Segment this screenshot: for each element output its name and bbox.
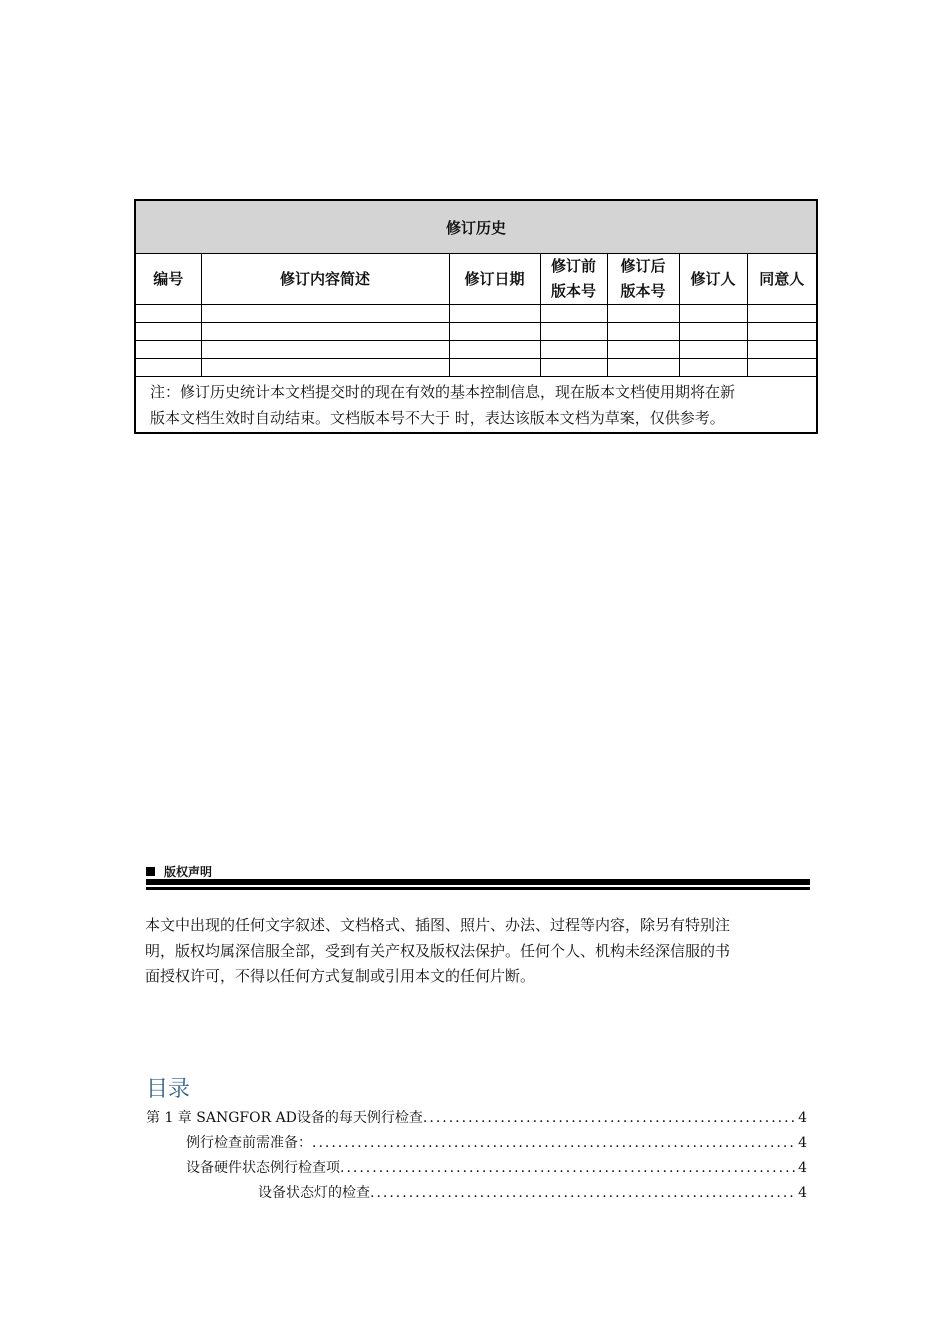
toc-entry-page[interactable]: 4 bbox=[798, 1160, 807, 1176]
table-cell bbox=[540, 359, 607, 377]
revision-note bbox=[135, 377, 817, 434]
table-cell bbox=[135, 305, 201, 323]
table-cell bbox=[747, 323, 817, 341]
table-cell bbox=[449, 359, 540, 377]
header-date: 修订日期 bbox=[449, 254, 540, 305]
header-next-version-line1: 修订后 bbox=[620, 257, 666, 275]
copyright-heading bbox=[146, 863, 212, 880]
table-cell bbox=[679, 323, 747, 341]
header-prev-version bbox=[540, 254, 607, 305]
toc-entry-page[interactable]: 4 bbox=[798, 1110, 807, 1126]
revision-note-line2: 版本文档生效时自动结束。文档版本号不大于 时，表达该版本文档为草案，仅供参考。 bbox=[150, 409, 725, 427]
table-row bbox=[135, 323, 817, 341]
divider-thick bbox=[146, 879, 810, 885]
toc-entry-text[interactable]: 例行检查前需准备： bbox=[186, 1135, 312, 1151]
header-next-version-line2: 版本号 bbox=[620, 282, 666, 300]
copyright-line1: 本文中出现的任何文字叙述、文档格式、插图、照片、办法、过程等内容，除另有特别注 bbox=[145, 916, 731, 934]
toc-entry-page[interactable]: 4 bbox=[798, 1135, 807, 1151]
header-prev-version-line1: 修订前 bbox=[550, 257, 596, 275]
copyright-text bbox=[145, 913, 810, 990]
table-row bbox=[135, 341, 817, 359]
table-row bbox=[135, 305, 817, 323]
table-cell bbox=[449, 305, 540, 323]
table-cell bbox=[607, 341, 679, 359]
copyright-line2: 明，版权均属深信服全部，受到有关产权及版权法保护。任何个人、机构未经深信服的书 bbox=[145, 941, 731, 960]
table-cell bbox=[679, 341, 747, 359]
revision-note-line1: 注：修订历史统计本文档提交时的现在有效的基本控制信息，现在版本文档使用期将在新 bbox=[150, 383, 736, 401]
revision-table-header-row bbox=[135, 254, 817, 305]
table-cell bbox=[201, 305, 449, 323]
header-number: 编号 bbox=[135, 254, 201, 305]
toc-entry[interactable] bbox=[186, 1133, 807, 1153]
table-cell bbox=[607, 305, 679, 323]
table-cell bbox=[540, 341, 607, 359]
table-cell bbox=[679, 359, 747, 377]
table-cell bbox=[201, 359, 449, 377]
toc-leader bbox=[340, 1158, 796, 1178]
table-cell bbox=[607, 359, 679, 377]
divider-thin bbox=[146, 887, 810, 890]
table-cell bbox=[607, 323, 679, 341]
header-prev-version-line2: 版本号 bbox=[550, 282, 596, 300]
toc-title: 目录 bbox=[146, 1077, 191, 1102]
toc-entry[interactable] bbox=[258, 1183, 807, 1203]
revision-history-table bbox=[134, 199, 818, 434]
toc-leader bbox=[370, 1183, 796, 1203]
copyright-line3: 面授权许可，不得以任何方式复制或引用本文的任何片断。 bbox=[145, 967, 536, 985]
table-cell bbox=[679, 305, 747, 323]
table-cell bbox=[540, 305, 607, 323]
toc-entry-text[interactable]: 设备硬件状态例行检查项 bbox=[186, 1160, 340, 1176]
toc-entry-text[interactable]: 设备状态灯的检查 bbox=[258, 1185, 370, 1201]
revision-note-row bbox=[135, 377, 817, 434]
toc-entry-text[interactable]: 第 1 章 SANGFOR AD设备的每天例行检查 bbox=[146, 1110, 423, 1126]
table-cell bbox=[747, 359, 817, 377]
header-description: 修订内容简述 bbox=[201, 254, 449, 305]
header-next-version bbox=[607, 254, 679, 305]
table-cell bbox=[747, 305, 817, 323]
table-cell bbox=[135, 323, 201, 341]
table-cell bbox=[449, 323, 540, 341]
table-row bbox=[135, 359, 817, 377]
header-approver: 同意人 bbox=[747, 254, 817, 305]
toc-entry-page[interactable]: 4 bbox=[798, 1185, 807, 1201]
toc-leader bbox=[423, 1108, 796, 1128]
table-cell bbox=[135, 341, 201, 359]
table-cell bbox=[449, 341, 540, 359]
revision-table-title: 修订历史 bbox=[135, 200, 817, 254]
square-bullet-icon bbox=[146, 867, 155, 876]
toc-entry[interactable] bbox=[146, 1108, 807, 1128]
copyright-heading-text: 版权声明 bbox=[164, 865, 213, 879]
header-reviser: 修订人 bbox=[679, 254, 747, 305]
table-cell bbox=[201, 341, 449, 359]
table-cell bbox=[747, 341, 817, 359]
table-cell bbox=[201, 323, 449, 341]
table-cell bbox=[135, 359, 201, 377]
table-cell bbox=[540, 323, 607, 341]
toc-entry[interactable] bbox=[186, 1158, 807, 1178]
toc-leader bbox=[312, 1133, 796, 1153]
